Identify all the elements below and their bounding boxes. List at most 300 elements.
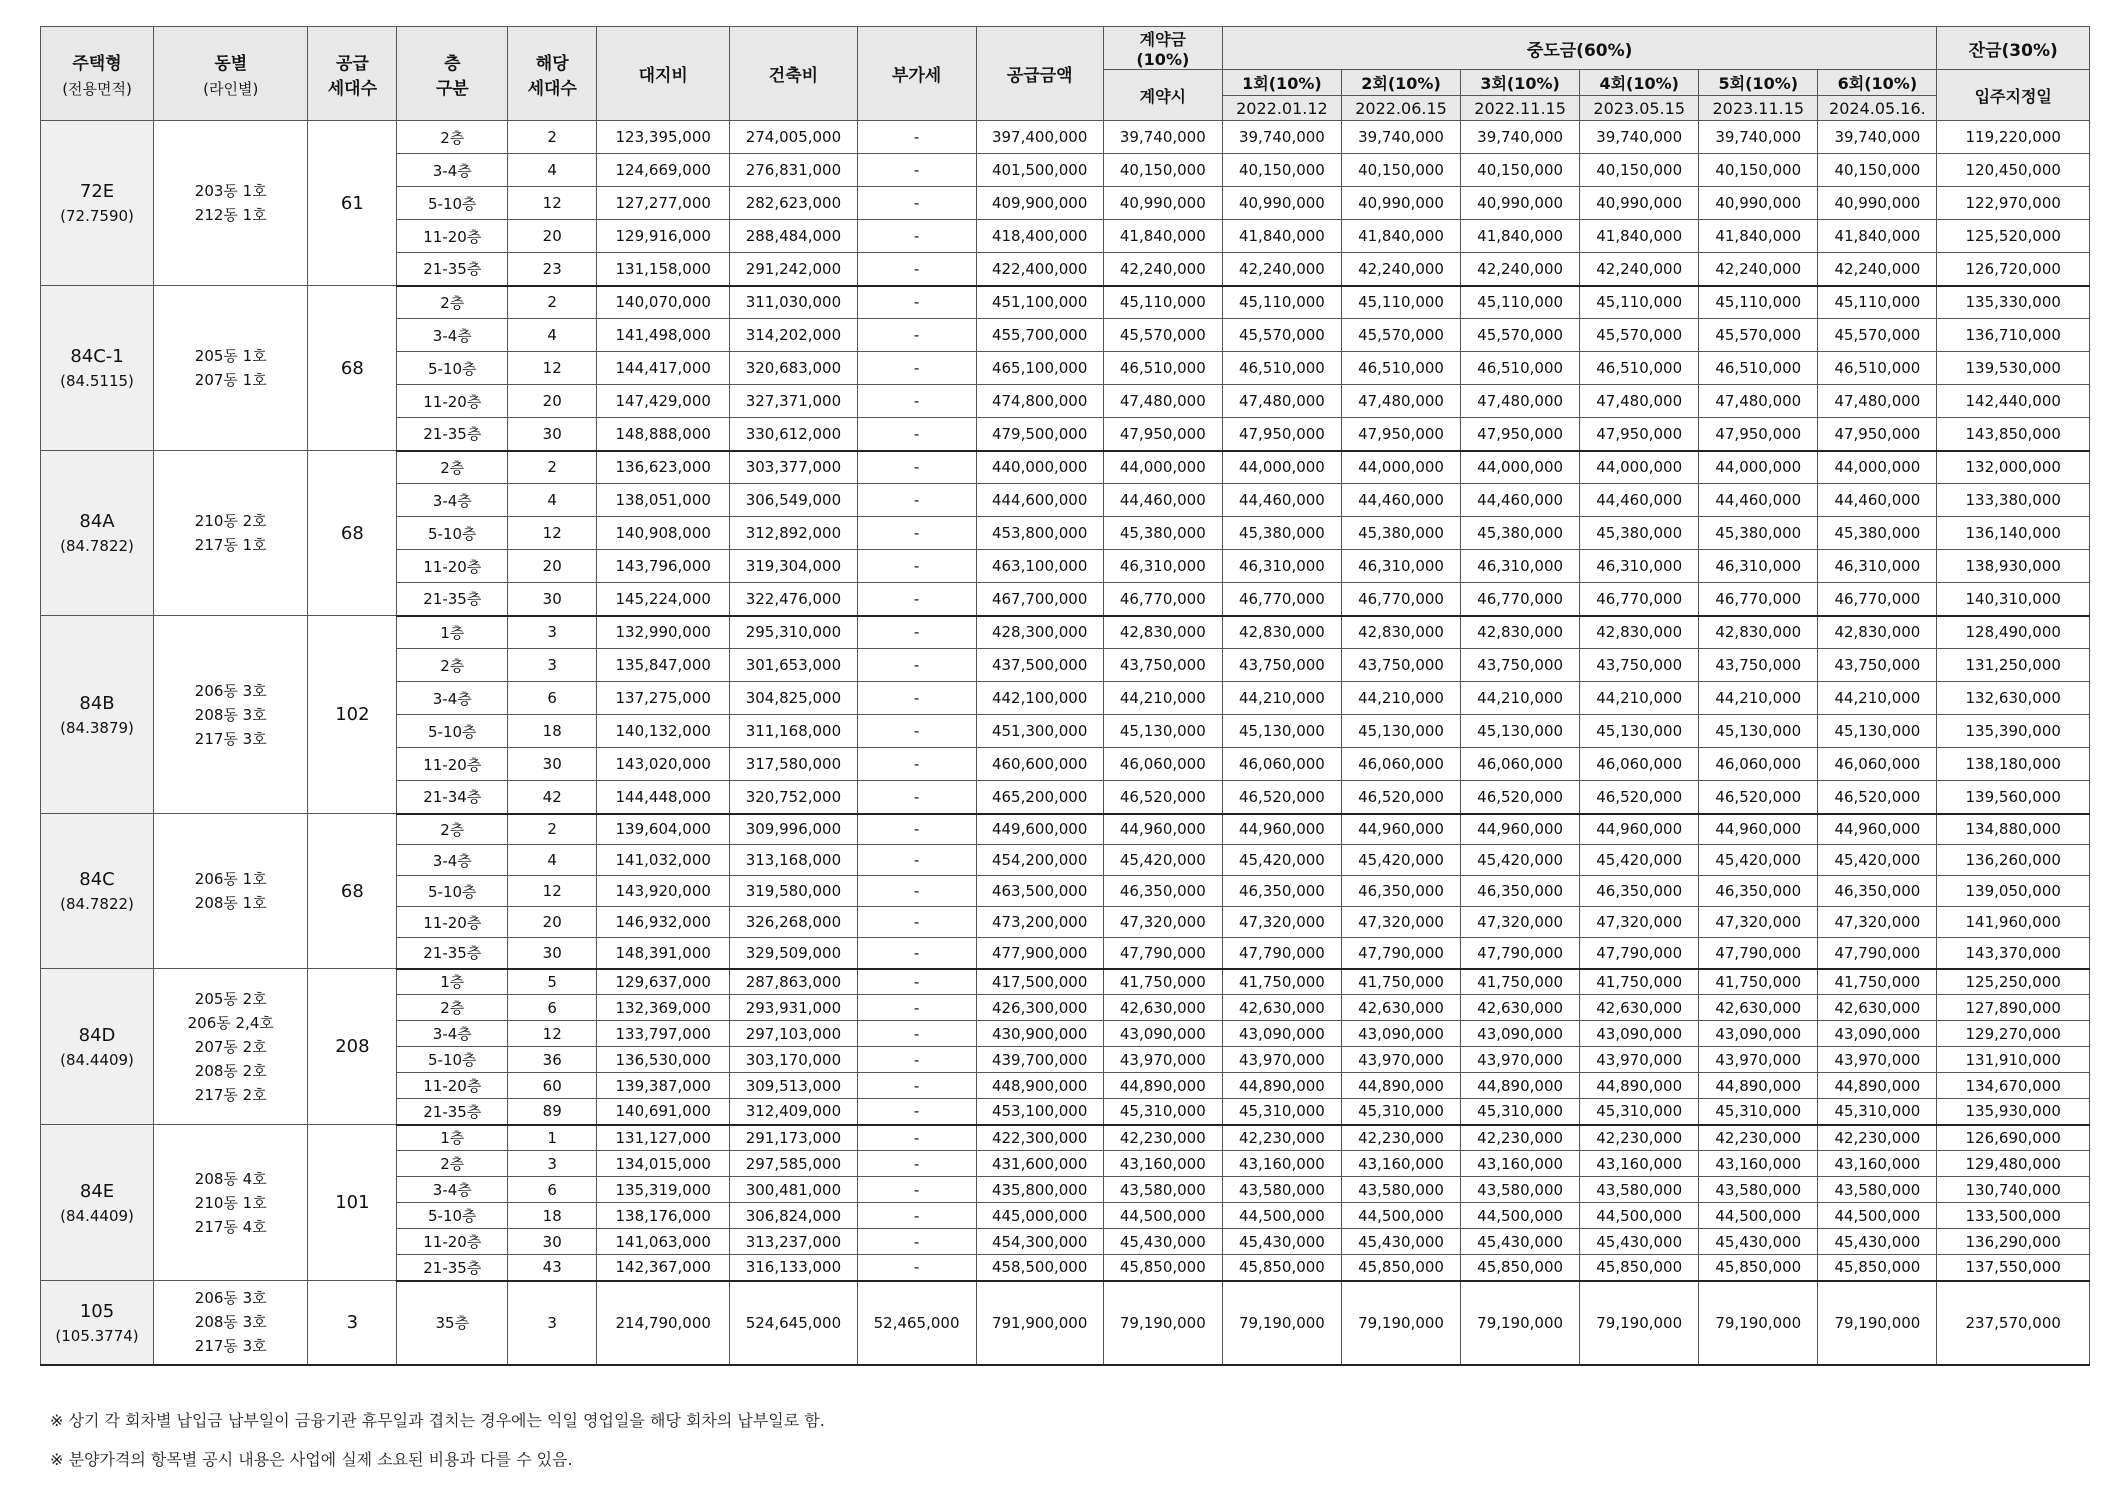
middle-payment-5-cell: 43,090,000 xyxy=(1699,1021,1818,1047)
middle-payment-5-cell: 45,380,000 xyxy=(1699,517,1818,550)
building-line: 206동 1호 xyxy=(194,870,267,888)
middle-payment-3-cell: 44,460,000 xyxy=(1461,484,1580,517)
units-cell: 2 xyxy=(508,814,597,845)
deposit-cell: 41,840,000 xyxy=(1103,220,1222,253)
balance-cell: 237,570,000 xyxy=(1937,1281,2090,1365)
deposit-cell: 44,890,000 xyxy=(1103,1073,1222,1099)
land-cost-cell: 134,015,000 xyxy=(597,1151,730,1177)
middle-payment-5-cell: 47,950,000 xyxy=(1699,418,1818,451)
land-cost-cell: 131,127,000 xyxy=(597,1125,730,1151)
vat-cell: - xyxy=(857,121,976,154)
deposit-cell: 45,420,000 xyxy=(1103,845,1222,876)
middle-payment-2-cell: 47,790,000 xyxy=(1341,938,1460,969)
units-cell: 6 xyxy=(508,1177,597,1203)
header-deposit: 계약금 (10%) xyxy=(1103,27,1222,70)
middle-payment-1-cell: 39,740,000 xyxy=(1222,121,1341,154)
build-cost-cell: 320,683,000 xyxy=(730,352,857,385)
middle-payment-3-cell: 41,750,000 xyxy=(1461,969,1580,995)
deposit-cell: 45,110,000 xyxy=(1103,286,1222,319)
type-cell xyxy=(41,1125,154,1281)
middle-payment-3-cell: 79,190,000 xyxy=(1461,1281,1580,1365)
middle-payment-4-cell: 47,790,000 xyxy=(1580,938,1699,969)
floor-cell: 2층 xyxy=(397,1151,508,1177)
total-price-cell: 430,900,000 xyxy=(976,1021,1103,1047)
exclusive-area: (72.7590) xyxy=(60,207,134,226)
middle-payment-5-cell: 45,310,000 xyxy=(1699,1099,1818,1125)
middle-payment-4-cell: 45,310,000 xyxy=(1580,1099,1699,1125)
exclusive-area: (84.3879) xyxy=(60,718,134,737)
table-body xyxy=(41,121,2090,1365)
middle-payment-3-cell: 46,060,000 xyxy=(1461,748,1580,781)
header-deposit-when: 계약시 xyxy=(1103,70,1222,121)
deposit-cell: 43,970,000 xyxy=(1103,1047,1222,1073)
middle-payment-2-cell: 47,950,000 xyxy=(1341,418,1460,451)
middle-payment-3-cell: 45,570,000 xyxy=(1461,319,1580,352)
middle-payment-6-cell: 43,970,000 xyxy=(1818,1047,1937,1073)
supply-units-cell: 68 xyxy=(308,451,397,616)
build-cost-cell: 287,863,000 xyxy=(730,969,857,995)
middle-payment-4-cell: 44,460,000 xyxy=(1580,484,1699,517)
middle-payment-3-cell: 46,770,000 xyxy=(1461,583,1580,616)
vat-cell: - xyxy=(857,286,976,319)
middle-payment-3-cell: 41,840,000 xyxy=(1461,220,1580,253)
deposit-cell: 44,960,000 xyxy=(1103,814,1222,845)
middle-payment-1-cell: 45,570,000 xyxy=(1222,319,1341,352)
middle-payment-6-cell: 45,380,000 xyxy=(1818,517,1937,550)
units-cell: 43 xyxy=(508,1255,597,1281)
land-cost-cell: 124,669,000 xyxy=(597,154,730,187)
units-cell: 2 xyxy=(508,451,597,484)
units-cell: 18 xyxy=(508,1203,597,1229)
building-lines-cell xyxy=(154,1281,308,1365)
land-cost-cell: 139,604,000 xyxy=(597,814,730,845)
total-price-cell: 409,900,000 xyxy=(976,187,1103,220)
floor-cell: 21-35층 xyxy=(397,583,508,616)
middle-payment-3-cell: 46,510,000 xyxy=(1461,352,1580,385)
build-cost-cell: 291,173,000 xyxy=(730,1125,857,1151)
balance-cell: 129,480,000 xyxy=(1937,1151,2090,1177)
middle-payment-5-cell: 42,240,000 xyxy=(1699,253,1818,286)
middle-payment-1-cell: 47,320,000 xyxy=(1222,907,1341,938)
type-cell xyxy=(41,616,154,814)
vat-cell: - xyxy=(857,385,976,418)
balance-cell: 133,500,000 xyxy=(1937,1203,2090,1229)
middle-payment-4-cell: 79,190,000 xyxy=(1580,1281,1699,1365)
middle-payment-4-cell: 46,510,000 xyxy=(1580,352,1699,385)
land-cost-cell: 138,051,000 xyxy=(597,484,730,517)
middle-payment-6-cell: 47,790,000 xyxy=(1818,938,1937,969)
total-price-cell: 453,100,000 xyxy=(976,1099,1103,1125)
middle-payment-6-cell: 44,460,000 xyxy=(1818,484,1937,517)
total-price-cell: 455,700,000 xyxy=(976,319,1103,352)
header-balance: 잔금(30%) xyxy=(1937,27,2090,70)
land-cost-cell: 140,132,000 xyxy=(597,715,730,748)
building-line: 208동 2호 xyxy=(194,1061,267,1080)
table-row xyxy=(41,969,2090,995)
middle-payment-4-cell: 45,380,000 xyxy=(1580,517,1699,550)
table-row xyxy=(41,1125,2090,1151)
deposit-cell: 44,500,000 xyxy=(1103,1203,1222,1229)
total-price-cell: 422,400,000 xyxy=(976,253,1103,286)
floor-cell: 21-34층 xyxy=(397,781,508,814)
middle-payment-3-cell: 42,240,000 xyxy=(1461,253,1580,286)
header-type: 주택형 (전용면적) xyxy=(41,27,154,121)
building-line: 208동 1호 xyxy=(194,894,267,912)
middle-payment-2-cell: 44,210,000 xyxy=(1341,682,1460,715)
middle-payment-4-cell: 43,580,000 xyxy=(1580,1177,1699,1203)
land-cost-cell: 214,790,000 xyxy=(597,1281,730,1365)
middle-payment-3-cell: 44,500,000 xyxy=(1461,1203,1580,1229)
type-cell xyxy=(41,451,154,616)
build-cost-cell: 329,509,000 xyxy=(730,938,857,969)
middle-payment-5-cell: 47,320,000 xyxy=(1699,907,1818,938)
deposit-cell: 46,510,000 xyxy=(1103,352,1222,385)
building-lines-cell xyxy=(154,616,308,814)
balance-cell: 136,710,000 xyxy=(1937,319,2090,352)
units-cell: 4 xyxy=(508,484,597,517)
building-lines-cell xyxy=(154,121,308,286)
exclusive-area: (84.7822) xyxy=(60,537,134,556)
header-round-4: 4회(10%) xyxy=(1580,70,1699,96)
total-price-cell: 445,000,000 xyxy=(976,1203,1103,1229)
middle-payment-1-cell: 45,850,000 xyxy=(1222,1255,1341,1281)
total-price-cell: 401,500,000 xyxy=(976,154,1103,187)
building-line: 217동 4호 xyxy=(194,1217,267,1236)
deposit-cell: 43,750,000 xyxy=(1103,649,1222,682)
land-cost-cell: 127,277,000 xyxy=(597,187,730,220)
middle-payment-3-cell: 42,230,000 xyxy=(1461,1125,1580,1151)
units-cell: 12 xyxy=(508,352,597,385)
middle-payment-3-cell: 42,830,000 xyxy=(1461,616,1580,649)
table-row xyxy=(41,1281,2090,1365)
build-cost-cell: 312,409,000 xyxy=(730,1099,857,1125)
middle-payment-6-cell: 42,630,000 xyxy=(1818,995,1937,1021)
middle-payment-1-cell: 45,310,000 xyxy=(1222,1099,1341,1125)
units-cell: 6 xyxy=(508,995,597,1021)
balance-cell: 142,440,000 xyxy=(1937,385,2090,418)
balance-cell: 132,630,000 xyxy=(1937,682,2090,715)
middle-payment-2-cell: 43,580,000 xyxy=(1341,1177,1460,1203)
middle-payment-4-cell: 42,830,000 xyxy=(1580,616,1699,649)
land-cost-cell: 138,176,000 xyxy=(597,1203,730,1229)
notes xyxy=(50,1408,825,1486)
total-price-cell: 448,900,000 xyxy=(976,1073,1103,1099)
land-cost-cell: 144,417,000 xyxy=(597,352,730,385)
middle-payment-5-cell: 44,960,000 xyxy=(1699,814,1818,845)
middle-payment-1-cell: 47,950,000 xyxy=(1222,418,1341,451)
vat-cell: - xyxy=(857,781,976,814)
build-cost-cell: 309,513,000 xyxy=(730,1073,857,1099)
balance-cell: 141,960,000 xyxy=(1937,907,2090,938)
total-price-cell: 474,800,000 xyxy=(976,385,1103,418)
middle-payment-5-cell: 45,110,000 xyxy=(1699,286,1818,319)
header-date-1: 2022.01.12 xyxy=(1222,96,1341,121)
balance-cell: 128,490,000 xyxy=(1937,616,2090,649)
land-cost-cell: 136,530,000 xyxy=(597,1047,730,1073)
total-price-cell: 460,600,000 xyxy=(976,748,1103,781)
middle-payment-4-cell: 44,960,000 xyxy=(1580,814,1699,845)
middle-payment-2-cell: 45,570,000 xyxy=(1341,319,1460,352)
vat-cell: - xyxy=(857,845,976,876)
supply-units-cell: 68 xyxy=(308,286,397,451)
middle-payment-2-cell: 45,430,000 xyxy=(1341,1229,1460,1255)
building-line: 203동 1호 xyxy=(194,182,267,200)
build-cost-cell: 319,304,000 xyxy=(730,550,857,583)
middle-payment-6-cell: 43,750,000 xyxy=(1818,649,1937,682)
build-cost-cell: 314,202,000 xyxy=(730,319,857,352)
vat-cell: - xyxy=(857,1151,976,1177)
middle-payment-6-cell: 44,000,000 xyxy=(1818,451,1937,484)
vat-cell: - xyxy=(857,154,976,187)
middle-payment-5-cell: 40,150,000 xyxy=(1699,154,1818,187)
land-cost-cell: 137,275,000 xyxy=(597,682,730,715)
middle-payment-4-cell: 40,990,000 xyxy=(1580,187,1699,220)
middle-payment-2-cell: 43,970,000 xyxy=(1341,1047,1460,1073)
middle-payment-5-cell: 46,770,000 xyxy=(1699,583,1818,616)
middle-payment-5-cell: 45,420,000 xyxy=(1699,845,1818,876)
units-cell: 12 xyxy=(508,187,597,220)
balance-cell: 134,880,000 xyxy=(1937,814,2090,845)
vat-cell: - xyxy=(857,1125,976,1151)
total-price-cell: 451,100,000 xyxy=(976,286,1103,319)
balance-cell: 122,970,000 xyxy=(1937,187,2090,220)
building-line: 206동 2,4호 xyxy=(187,1013,274,1032)
middle-payment-6-cell: 44,960,000 xyxy=(1818,814,1937,845)
header-supply-units: 공급 세대수 xyxy=(308,27,397,121)
total-price-cell: 444,600,000 xyxy=(976,484,1103,517)
header-round-5: 5회(10%) xyxy=(1699,70,1818,96)
build-cost-cell: 297,103,000 xyxy=(730,1021,857,1047)
deposit-cell: 39,740,000 xyxy=(1103,121,1222,154)
deposit-cell: 45,380,000 xyxy=(1103,517,1222,550)
vat-cell: - xyxy=(857,583,976,616)
land-cost-cell: 147,429,000 xyxy=(597,385,730,418)
build-cost-cell: 274,005,000 xyxy=(730,121,857,154)
deposit-cell: 42,630,000 xyxy=(1103,995,1222,1021)
deposit-cell: 44,000,000 xyxy=(1103,451,1222,484)
land-cost-cell: 129,637,000 xyxy=(597,969,730,995)
floor-cell: 11-20층 xyxy=(397,907,508,938)
middle-payment-5-cell: 44,210,000 xyxy=(1699,682,1818,715)
total-price-cell: 454,200,000 xyxy=(976,845,1103,876)
middle-payment-4-cell: 42,240,000 xyxy=(1580,253,1699,286)
units-cell: 5 xyxy=(508,969,597,995)
building-line: 208동 3호 xyxy=(194,1313,267,1332)
header-round-6: 6회(10%) xyxy=(1818,70,1937,96)
deposit-cell: 79,190,000 xyxy=(1103,1281,1222,1365)
units-cell: 6 xyxy=(508,682,597,715)
middle-payment-6-cell: 45,110,000 xyxy=(1818,286,1937,319)
middle-payment-6-cell: 43,090,000 xyxy=(1818,1021,1937,1047)
building-line: 208동 3호 xyxy=(194,705,267,724)
vat-cell: - xyxy=(857,682,976,715)
house-type: 84A xyxy=(79,511,115,533)
middle-payment-2-cell: 41,840,000 xyxy=(1341,220,1460,253)
house-type: 84D xyxy=(78,1024,116,1046)
balance-cell: 137,550,000 xyxy=(1937,1255,2090,1281)
middle-payment-4-cell: 42,230,000 xyxy=(1580,1125,1699,1151)
units-cell: 3 xyxy=(508,616,597,649)
units-cell: 30 xyxy=(508,938,597,969)
middle-payment-4-cell: 45,110,000 xyxy=(1580,286,1699,319)
total-price-cell: 426,300,000 xyxy=(976,995,1103,1021)
build-cost-cell: 312,892,000 xyxy=(730,517,857,550)
build-cost-cell: 330,612,000 xyxy=(730,418,857,451)
middle-payment-1-cell: 41,840,000 xyxy=(1222,220,1341,253)
header-round-3: 3회(10%) xyxy=(1461,70,1580,96)
vat-cell: - xyxy=(857,938,976,969)
middle-payment-6-cell: 46,770,000 xyxy=(1818,583,1937,616)
header-middle-payment: 중도금(60%) xyxy=(1222,27,1937,70)
middle-payment-5-cell: 44,000,000 xyxy=(1699,451,1818,484)
middle-payment-4-cell: 43,090,000 xyxy=(1580,1021,1699,1047)
building-lines-cell xyxy=(154,814,308,969)
deposit-cell: 45,310,000 xyxy=(1103,1099,1222,1125)
vat-cell: - xyxy=(857,253,976,286)
middle-payment-3-cell: 45,850,000 xyxy=(1461,1255,1580,1281)
middle-payment-2-cell: 44,890,000 xyxy=(1341,1073,1460,1099)
land-cost-cell: 140,691,000 xyxy=(597,1099,730,1125)
balance-cell: 138,930,000 xyxy=(1937,550,2090,583)
total-price-cell: 465,100,000 xyxy=(976,352,1103,385)
units-cell: 30 xyxy=(508,748,597,781)
building-line: 217동 2호 xyxy=(194,1085,267,1104)
vat-cell: - xyxy=(857,1229,976,1255)
middle-payment-4-cell: 43,160,000 xyxy=(1580,1151,1699,1177)
land-cost-cell: 131,158,000 xyxy=(597,253,730,286)
floor-cell: 21-35층 xyxy=(397,1099,508,1125)
floor-cell: 5-10층 xyxy=(397,1203,508,1229)
type-cell xyxy=(41,1281,154,1365)
land-cost-cell: 140,908,000 xyxy=(597,517,730,550)
deposit-cell: 43,160,000 xyxy=(1103,1151,1222,1177)
middle-payment-4-cell: 44,210,000 xyxy=(1580,682,1699,715)
middle-payment-5-cell: 44,500,000 xyxy=(1699,1203,1818,1229)
middle-payment-5-cell: 45,850,000 xyxy=(1699,1255,1818,1281)
header-round-1: 1회(10%) xyxy=(1222,70,1341,96)
middle-payment-5-cell: 79,190,000 xyxy=(1699,1281,1818,1365)
deposit-cell: 47,950,000 xyxy=(1103,418,1222,451)
units-cell: 20 xyxy=(508,550,597,583)
deposit-cell: 41,750,000 xyxy=(1103,969,1222,995)
header-total: 공급금액 xyxy=(976,27,1103,121)
header-build: 건축비 xyxy=(730,27,857,121)
total-price-cell: 440,000,000 xyxy=(976,451,1103,484)
deposit-cell: 42,830,000 xyxy=(1103,616,1222,649)
deposit-cell: 46,520,000 xyxy=(1103,781,1222,814)
header-units: 해당 세대수 xyxy=(508,27,597,121)
land-cost-cell: 135,847,000 xyxy=(597,649,730,682)
build-cost-cell: 291,242,000 xyxy=(730,253,857,286)
middle-payment-3-cell: 40,990,000 xyxy=(1461,187,1580,220)
land-cost-cell: 146,932,000 xyxy=(597,907,730,938)
floor-cell: 1층 xyxy=(397,1125,508,1151)
vat-cell: - xyxy=(857,418,976,451)
balance-cell: 143,370,000 xyxy=(1937,938,2090,969)
header-building: 동별 (라인별) xyxy=(154,27,308,121)
vat-cell: - xyxy=(857,814,976,845)
deposit-cell: 44,460,000 xyxy=(1103,484,1222,517)
build-cost-cell: 524,645,000 xyxy=(730,1281,857,1365)
middle-payment-1-cell: 44,960,000 xyxy=(1222,814,1341,845)
total-price-cell: 451,300,000 xyxy=(976,715,1103,748)
header-date-6: 2024.05.16. xyxy=(1818,96,1937,121)
total-price-cell: 791,900,000 xyxy=(976,1281,1103,1365)
header-round-2: 2회(10%) xyxy=(1341,70,1460,96)
middle-payment-3-cell: 39,740,000 xyxy=(1461,121,1580,154)
supply-units-cell: 102 xyxy=(308,616,397,814)
balance-cell: 136,140,000 xyxy=(1937,517,2090,550)
deposit-cell: 45,130,000 xyxy=(1103,715,1222,748)
deposit-cell: 47,480,000 xyxy=(1103,385,1222,418)
units-cell: 4 xyxy=(508,154,597,187)
middle-payment-6-cell: 45,310,000 xyxy=(1818,1099,1937,1125)
total-price-cell: 473,200,000 xyxy=(976,907,1103,938)
units-cell: 36 xyxy=(508,1047,597,1073)
units-cell: 3 xyxy=(508,649,597,682)
middle-payment-4-cell: 40,150,000 xyxy=(1580,154,1699,187)
balance-cell: 134,670,000 xyxy=(1937,1073,2090,1099)
total-price-cell: 453,800,000 xyxy=(976,517,1103,550)
middle-payment-1-cell: 44,500,000 xyxy=(1222,1203,1341,1229)
house-type: 84C-1 xyxy=(70,346,124,368)
land-cost-cell: 148,391,000 xyxy=(597,938,730,969)
deposit-cell: 45,850,000 xyxy=(1103,1255,1222,1281)
floor-cell: 11-20층 xyxy=(397,385,508,418)
balance-cell: 129,270,000 xyxy=(1937,1021,2090,1047)
floor-cell: 5-10층 xyxy=(397,876,508,907)
type-cell xyxy=(41,969,154,1125)
units-cell: 30 xyxy=(508,418,597,451)
middle-payment-2-cell: 46,510,000 xyxy=(1341,352,1460,385)
build-cost-cell: 303,170,000 xyxy=(730,1047,857,1073)
build-cost-cell: 309,996,000 xyxy=(730,814,857,845)
vat-cell: - xyxy=(857,715,976,748)
supply-units-cell: 208 xyxy=(308,969,397,1125)
middle-payment-6-cell: 40,150,000 xyxy=(1818,154,1937,187)
middle-payment-1-cell: 44,210,000 xyxy=(1222,682,1341,715)
middle-payment-2-cell: 44,460,000 xyxy=(1341,484,1460,517)
build-cost-cell: 282,623,000 xyxy=(730,187,857,220)
balance-cell: 139,560,000 xyxy=(1937,781,2090,814)
balance-cell: 143,850,000 xyxy=(1937,418,2090,451)
building-line: 217동 3호 xyxy=(194,729,267,748)
building-line: 217동 1호 xyxy=(194,536,267,554)
middle-payment-1-cell: 42,240,000 xyxy=(1222,253,1341,286)
balance-cell: 133,380,000 xyxy=(1937,484,2090,517)
middle-payment-4-cell: 44,890,000 xyxy=(1580,1073,1699,1099)
middle-payment-2-cell: 40,150,000 xyxy=(1341,154,1460,187)
header-date-3: 2022.11.15 xyxy=(1461,96,1580,121)
building-line: 208동 4호 xyxy=(194,1169,267,1188)
build-cost-cell: 320,752,000 xyxy=(730,781,857,814)
middle-payment-3-cell: 44,210,000 xyxy=(1461,682,1580,715)
middle-payment-1-cell: 42,630,000 xyxy=(1222,995,1341,1021)
middle-payment-6-cell: 46,520,000 xyxy=(1818,781,1937,814)
middle-payment-1-cell: 40,150,000 xyxy=(1222,154,1341,187)
units-cell: 4 xyxy=(508,319,597,352)
middle-payment-2-cell: 47,320,000 xyxy=(1341,907,1460,938)
units-cell: 3 xyxy=(508,1151,597,1177)
middle-payment-3-cell: 42,630,000 xyxy=(1461,995,1580,1021)
floor-cell: 11-20층 xyxy=(397,1073,508,1099)
exclusive-area: (84.5115) xyxy=(60,372,134,391)
deposit-cell: 46,770,000 xyxy=(1103,583,1222,616)
build-cost-cell: 304,825,000 xyxy=(730,682,857,715)
balance-cell: 120,450,000 xyxy=(1937,154,2090,187)
floor-cell: 3-4층 xyxy=(397,484,508,517)
middle-payment-1-cell: 45,380,000 xyxy=(1222,517,1341,550)
